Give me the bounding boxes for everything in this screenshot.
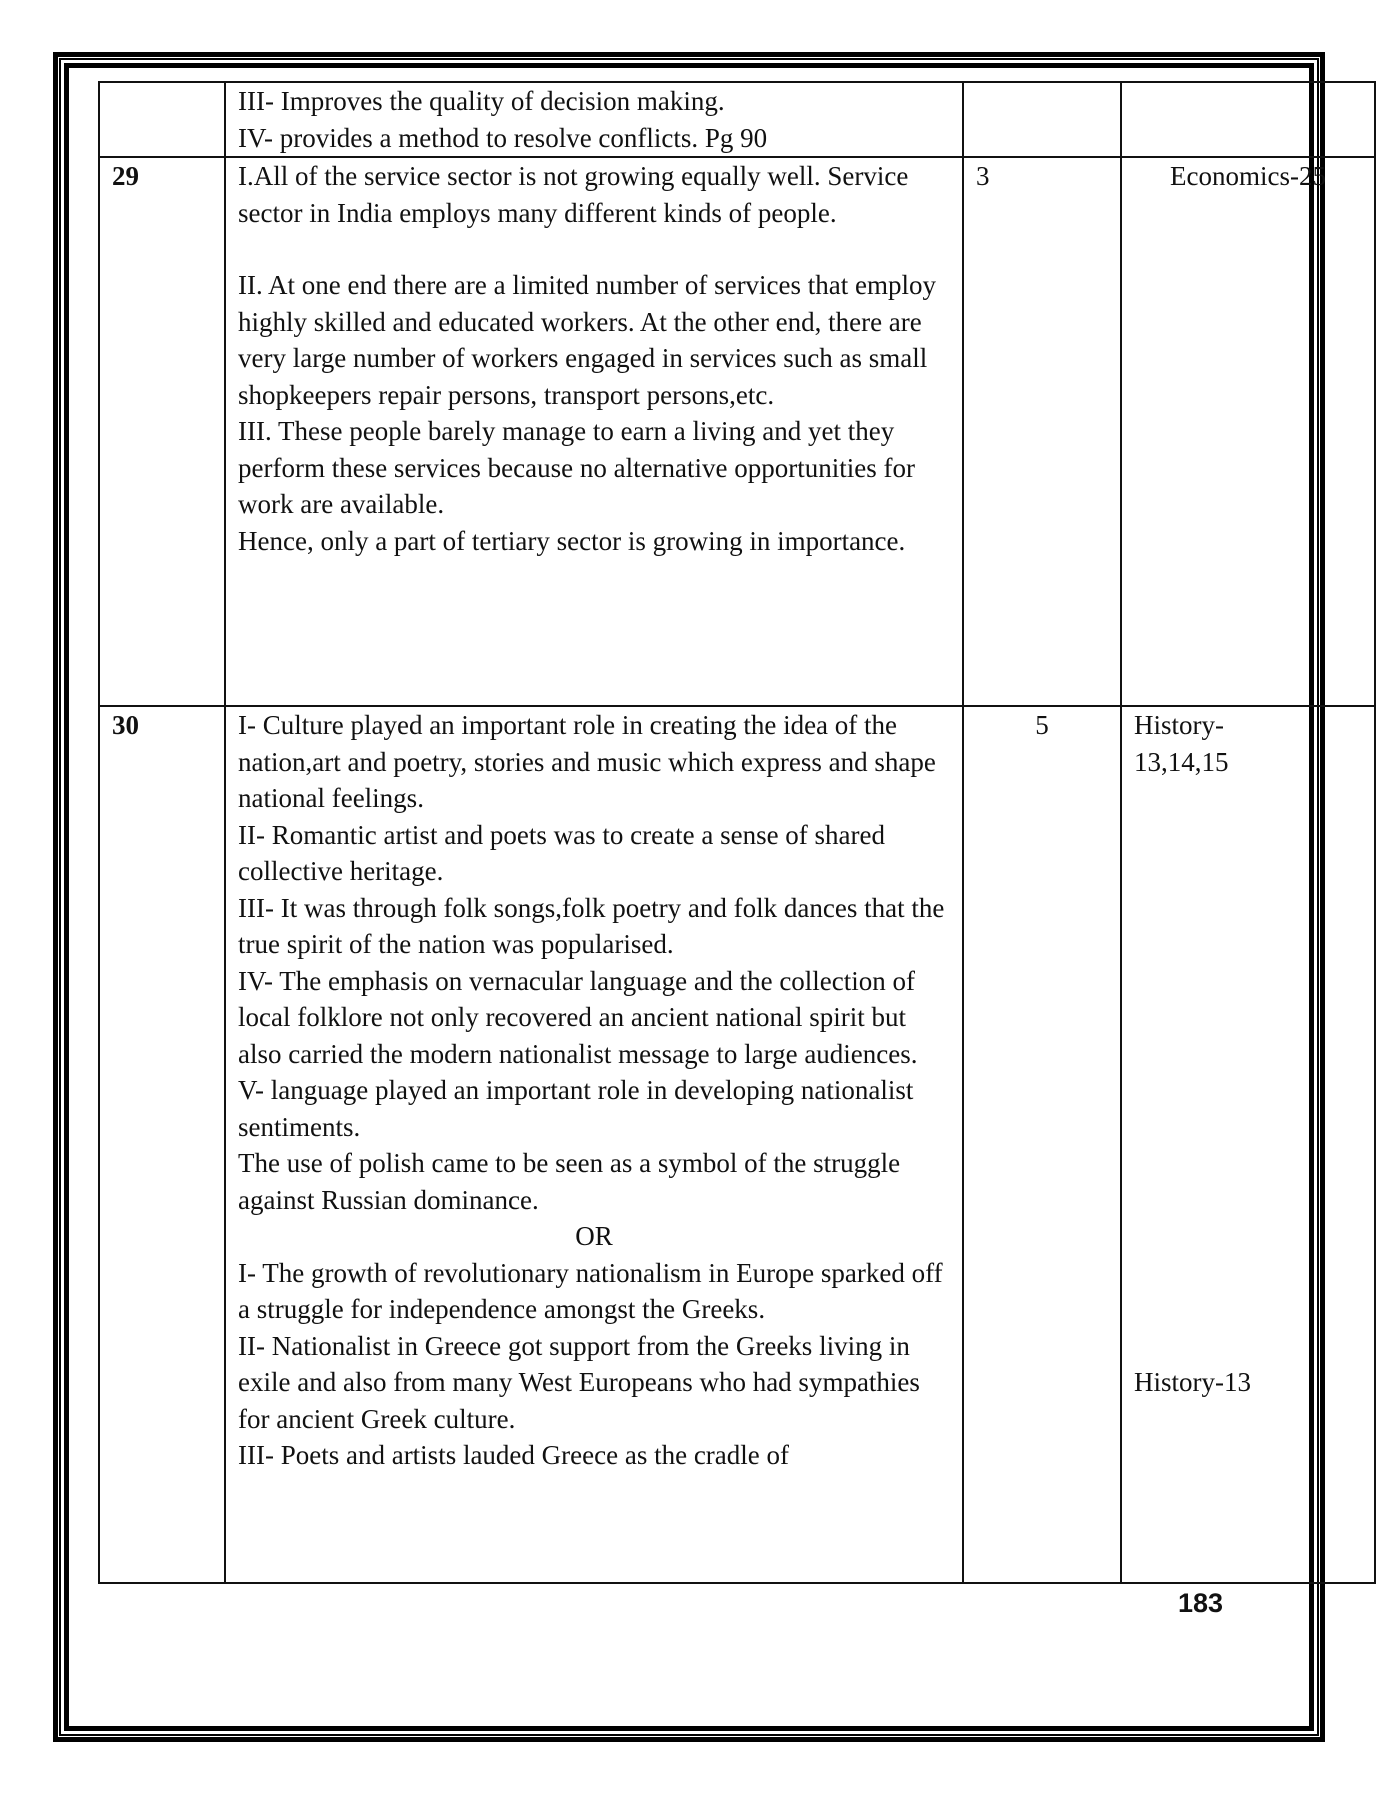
- alt-answer-point: II- Nationalist in Greece got support from the Greeks living in exile and also from many West Europeans who had sympathies for ancient Greek culture.: [238, 1330, 920, 1434]
- marks-cell: 5: [963, 706, 1121, 1583]
- marks-cell: 3: [963, 157, 1121, 706]
- alt-answer-point: I- The growth of revolutionary nationalism in Europe sparked off a struggle for independence amongst the Greeks.: [238, 1257, 943, 1324]
- answer-point: IV- provides a method to resolve conflicts. Pg 90: [238, 122, 768, 153]
- answer-point: II. At one end there are a limited number of services that employ highly skilled and educated workers. At the other end, there are very large number of workers engaged in services such as small shopkeepers repair persons, transport persons,etc.: [238, 270, 937, 410]
- question-number-cell: 29: [99, 157, 225, 706]
- or-separator: OR: [575, 1221, 613, 1251]
- question-number-cell: [99, 82, 225, 157]
- paragraph-gap: [238, 231, 950, 267]
- reference-cell: Economics-25: [1121, 157, 1375, 706]
- answer-point: IV- The emphasis on vernacular language and the collection of local folklore not only recovered an ancient national spirit but also carried the modern nationalist message to large audiences.: [238, 965, 918, 1069]
- table-row: [99, 157, 1375, 706]
- reference-text-alt: History-13: [1134, 1367, 1251, 1397]
- answer-cell: [225, 157, 963, 706]
- answer-point: II- Romantic artist and poets was to create a sense of shared collective heritage.: [238, 819, 886, 886]
- table-row: [99, 706, 1375, 1583]
- answer-conclusion: Hence, only a part of tertiary sector is growing in importance.: [238, 525, 906, 556]
- answer-key-table: [98, 81, 1376, 1584]
- answer-point: III- Improves the quality of decision making.: [238, 86, 725, 116]
- answer-point: III- It was through folk songs,folk poetry and folk dances that the true spirit of the nation was popularised.: [238, 892, 945, 959]
- table-row: [99, 82, 1375, 157]
- alt-answer-point: III- Poets and artists lauded Greece as the cradle of: [238, 1440, 790, 1470]
- reference-cell: [1121, 706, 1375, 1583]
- answer-point: V- language played an important role in developing nationalist sentiments.: [238, 1075, 914, 1142]
- answer-point: I- Culture played an important role in creating the idea of the nation,art and poetry, stories and music which express and shape national feelings.: [238, 710, 936, 813]
- marks-cell: [963, 82, 1121, 157]
- reference-text: History-13,14,15: [1134, 710, 1229, 777]
- page-number: 183: [1178, 1588, 1224, 1618]
- answer-conclusion: The use of polish came to be seen as a symbol of the struggle against Russian dominance.: [238, 1148, 901, 1215]
- answer-cell: [225, 82, 963, 157]
- answer-point: III. These people barely manage to earn a living and yet they perform these services because no alternative opportunities for work are available.: [238, 416, 915, 519]
- answer-point: I.All of the service sector is not growing equally well. Service sector in India employs many different kinds of people.: [238, 161, 909, 228]
- answer-cell: [225, 706, 963, 1583]
- reference-cell: [1121, 82, 1375, 157]
- question-number-cell: 30: [99, 706, 225, 1583]
